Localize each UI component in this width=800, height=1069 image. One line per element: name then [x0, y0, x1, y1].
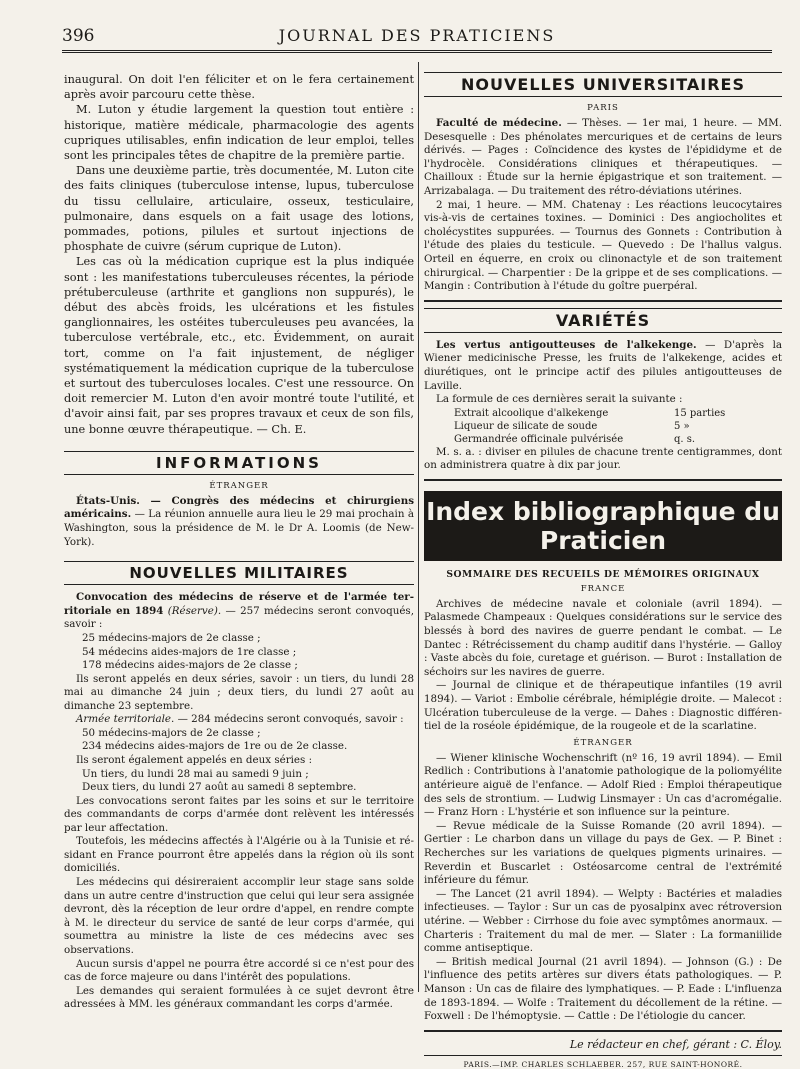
formula-quantity: q. s. [674, 433, 696, 445]
list-item: Deux tiers, du lundi 27 août au samedi 8 septembre. [82, 781, 357, 793]
index-entry: — Wiener klinische Wochenschrift (nº 16, 19 avril 1894). — Emil Redlich : Contributions à l'anatomie pathologique de la poliomyélite antérieure aiguë de l'enfance. — Adolf Ried : Emploi thérapeutique des sels de strontium. — Ludwig Linsmayer : Un cas d'acromégalie. — Franz Horn : L'hystérie et son influence sur la peinture. [424, 751, 782, 819]
paragraph: Les cas où la médication cuprique est la plus indiquée sont : les manifestations tuberculeuses récentes, la période prétuberculeuse (arthrite et ganglions non suppurés), le début des abcès froids, les ulcérations et les fistules ganglionnaires, les ostéites tuberculeuses peu avancées, la tuberculose vertébrale, etc., etc. Évidemment, on aurait tort, comme on l'a fait injustement, de négliger systématiquement la médication cuprique de la tuberculose et surtout des tuberculoses locales. C'est une ressource. On doit remercier M. Luton d'en avoir montré toute l'utilité, et d'avoir ainsi fait, par ses propres travaux et ceux de son fils, une bonne œuvre thérapeutique. — Ch. E. [64, 255, 414, 436]
printer-imprint: PARIS.—IMP. CHARLES SCHLAEBER. 257, RUE SAINT-HONORÉ. [463, 1059, 743, 1069]
formula-row [454, 407, 782, 420]
paragraph: 2 mai, 1 heure. — MM. Chatenay : Les réactions leucocytaires vis-à-vis de certaines toxines. — Dominici : Des angiocholites et cholécystites suppurées. — Tournus des Gonnets : Contribution à l'étude des plaies du testicule. — Quevedo : De l'hallus valgus. Orteil en équerre, en croix ou clinonactyle et de son traitement chirurgical. — Charpentier : De la grippe et de ses complications. — Mangin : Contribution à l'étude du goître puerpéral. [424, 198, 782, 293]
paragraph: Les médecins qui désireraient accomplir leur stage sans solde dans un autre centre d'instruction que celui qui leur sera assignée devront, dès la réception de leur ordre d'appel, en rendre compte à M. le directeur du service de santé de leur corps d'armée, qui soumettra au ministre la liste de ces médecins avec ses observations. [64, 876, 414, 957]
convocation-paragraph [64, 591, 414, 632]
paragraph: Les convocations seront faites par les soins et sur le territoire des commandants de corps d'armée dont relèvent les intéressés par leur affectation. [64, 794, 414, 834]
convocation-lead: Convocation des médecins de réserve et de l'armée territoriale en 1894 [64, 591, 414, 617]
list-item: 234 médecins aides-majors de 1re ou de 2e classe. [82, 740, 348, 753]
index-banner: Index bibliographique du Praticien [424, 491, 782, 561]
convocation-text: — 257 médecins seront convoqués, savoir : [64, 604, 414, 631]
territoriale-text: — 284 médecins seront convoqués, savoir : [174, 713, 404, 726]
paragraph: Ils seront appelés en deux séries, savoir : un tiers, du lundi 28 mai au dimanche 24 juin ; deux tiers, du lundi 27 août au dimanche 23 septembre. [64, 672, 414, 712]
etranger-subheading: ÉTRANGER [209, 480, 269, 491]
varietes-paragraph [424, 339, 782, 393]
faculte-text: — Thèses. — 1er mai, 1 heure. — MM. Desesquelle : Des phénolates mercuriques et de certains de leurs dérivés. — Pages : Coïncidence des kystes de l'épididyme et de l'hydrocèle. Considérations cliniques et thérapeutiques. — Chailloux : Étude sur la hernie épigastrique et son traitement. — Arrizabalaga. — Du traitement des rétro-déviations utérines. [424, 117, 782, 197]
sommaire-heading: SOMMAIRE DES RECUEILS DE MÉMOIRES ORIGINAUX [446, 568, 760, 580]
informations-heading: INFORMATIONS [64, 451, 414, 475]
territoriale-paragraph [64, 713, 414, 727]
territoriale-list [64, 727, 414, 754]
etranger-subheading: ÉTRANGER [573, 737, 633, 748]
formula-quantity: 5 » [674, 420, 690, 432]
france-subheading: FRANCE [580, 583, 626, 594]
faculte-paragraph [424, 117, 782, 199]
list-item: 50 médecins-majors de 2e classe ; [82, 726, 261, 739]
paragraph: inaugural. On doit l'en féliciter et on le fera certainement après avoir parcouru cette thèse. [64, 73, 414, 102]
varietes-text: — D'après la Wiener medicinische Presse, les fruits de l'alkekenge, acides et diurétiques, ont le principe actif des pilules antigoutteuses de Laville. [424, 338, 783, 392]
paragraph: Toutefois, les médecins affectés à l'Algérie ou à la Tunisie et résidant en France pourront être appelés dans la région où ils sont domiciliés. [64, 835, 414, 875]
paragraph: Les demandes qui seraient formulées à ce sujet devront être adressées à MM. les généraux commandant les corps d'armée. [64, 984, 414, 1011]
right-column [424, 72, 783, 1069]
reserve-list [64, 632, 414, 673]
formula-row [454, 433, 782, 446]
footer-rule [424, 1055, 782, 1056]
territoriale-lead: Armée territoriale. [76, 713, 175, 726]
etats-unis-lead: États-Unis. — Congrès des médecins et chirurgiens américains. [64, 494, 414, 521]
end-rule [424, 1030, 782, 1032]
editor-signature: Le rédacteur en chef, gérant : C. Éloy. [569, 1037, 782, 1051]
etats-unis-paragraph [64, 495, 414, 549]
index-entry: — British medical Journal (21 avril 1894). — Johnson (G.) : De l'influence des petits artères sur divers états pathologiques. — P. Manson : Un cas de filaire des lymphatiques. — P. Eade : L'influenza de 1893-1894. — Wolfe : Traitement du décollement de la rétine. — Foxwell : De l'hémoptysie. — Cattle : De l'étiologie du cancer. [424, 955, 782, 1023]
index-entry: — Revue médicale de la Suisse Romande (20 avril 1894). — Gertier : Le charbon dans un village du pays de Gex. — P. Binet : Recherches sur les variations de quelques pigments urinaires. — Reverdin et Buscarlet : Ostéosarcome central de l'extrémité inférieure du fémur. [424, 819, 782, 887]
list-item: 54 médecins aides-majors de 1re classe ; [82, 645, 297, 658]
formula-ingredient: Liqueur de silicate de soude [454, 420, 598, 432]
header-rule [62, 50, 772, 53]
varietes-heading: VARIÉTÉS [424, 308, 782, 333]
paris-subheading: PARIS [587, 103, 619, 113]
page-number: 396 [62, 26, 95, 46]
formula-quantity: 15 parties [674, 407, 726, 419]
section-rule [424, 300, 782, 302]
list-item: Un tiers, du lundi 28 mai au samedi 9 juin ; [82, 767, 309, 780]
column-divider [418, 62, 419, 992]
page-header [62, 24, 772, 50]
index-entry: Archives de médecine navale et coloniale (avril 1894). — Palasmede Champeaux : Quelques considérations sur le service des blessés à bord des navires de guerre pendant le combat. — Le Dantec : Rétrécissement du champ auditif dans l'hystérie. — Galloy : Vaste abcès du foie, curetage et guérison. — Burot : Installation de séchoirs sur les navires de guerre. [424, 597, 782, 678]
faculte-lead: Faculté de médecine. [436, 117, 562, 129]
series-list [64, 768, 414, 795]
paragraph: M. Luton y étudie largement la question tout entière : historique, matière médicale, pharmacologie des agents cupriques utilisables, enfin indication de leur emploi, telles sont les principales têtes de chapitre de la première partie. [64, 103, 414, 163]
formula-intro: La formule de ces dernières serait la suivante : [436, 393, 683, 406]
formula-table [424, 407, 782, 446]
militaires-heading: NOUVELLES MILITAIRES [64, 561, 414, 585]
paragraph: Aucun sursis d'appel ne pourra être accordé si ce n'est pour des cas de force majeure ou dans l'intérêt des populations. [64, 957, 414, 984]
paragraph: Dans une deuxième partie, très documentée, M. Luton cite des faits cliniques (tuberculose intense, lupus, tuberculose du tissu cellulaire, articulaire, osseux, testiculaire, pulmonaire, dans esquels on a fait usage des lotions, pommades, potions, pilules et surtout injections de phosphate de cuivre (sérum cuprique de Luton). [64, 164, 414, 254]
list-item: 178 médecins aides-majors de 2e classe ; [82, 659, 298, 672]
paragraph: M. s. a. : diviser en pilules de chacune trente centigrammes, dont on administrera quatre à dix par jour. [424, 445, 782, 472]
left-column [64, 72, 414, 1032]
convocation-reserve: (Réserve). [167, 604, 222, 617]
section-rule [424, 479, 782, 481]
index-entry: — The Lancet (21 avril 1894). — Welpty : Bactéries et maladies infectieuses. — Taylor : Sur un cas de pyosalpinx avec rétroversion utérine. — Webber : Cirrhose du foie avec symptômes anormaux. — Charteris : Traitement du mal de mer. — Slater : La formaniilide comme antiseptique. [424, 887, 782, 955]
paragraph: Ils seront également appelés en deux séries : [76, 753, 313, 766]
journal-title: JOURNAL DES PRATICIENS [278, 26, 556, 45]
formula-ingredient: Extrait alcoolique d'alkekenge [454, 407, 609, 419]
etats-unis-text: — La réunion annuelle aura lieu le 29 mai prochain à Washington, sous la présidence de M. le Dr A. Loomis (de New-York). [64, 508, 414, 548]
formula-ingredient: Germandrée officinale pulvérisée [454, 433, 624, 445]
list-item: 25 médecins-majors de 2e classe ; [82, 632, 261, 645]
index-entry: — Journal de clinique et de thérapeutique infantiles (19 avril 1894). — Variot : Embolie cérébrale, hémiplégie droite. — Malecot : Ulcération tuberculeuse de la verge. — Dahes : Diagnostic différentiel de la roséole épidémique, de la rougeole et de la scarlatine. [424, 679, 782, 733]
varietes-lead: Les vertus antigoutteuses de l'alkekenge. [436, 338, 697, 351]
universitaires-heading: NOUVELLES UNIVERSITAIRES [424, 72, 782, 97]
formula-row [454, 420, 782, 433]
